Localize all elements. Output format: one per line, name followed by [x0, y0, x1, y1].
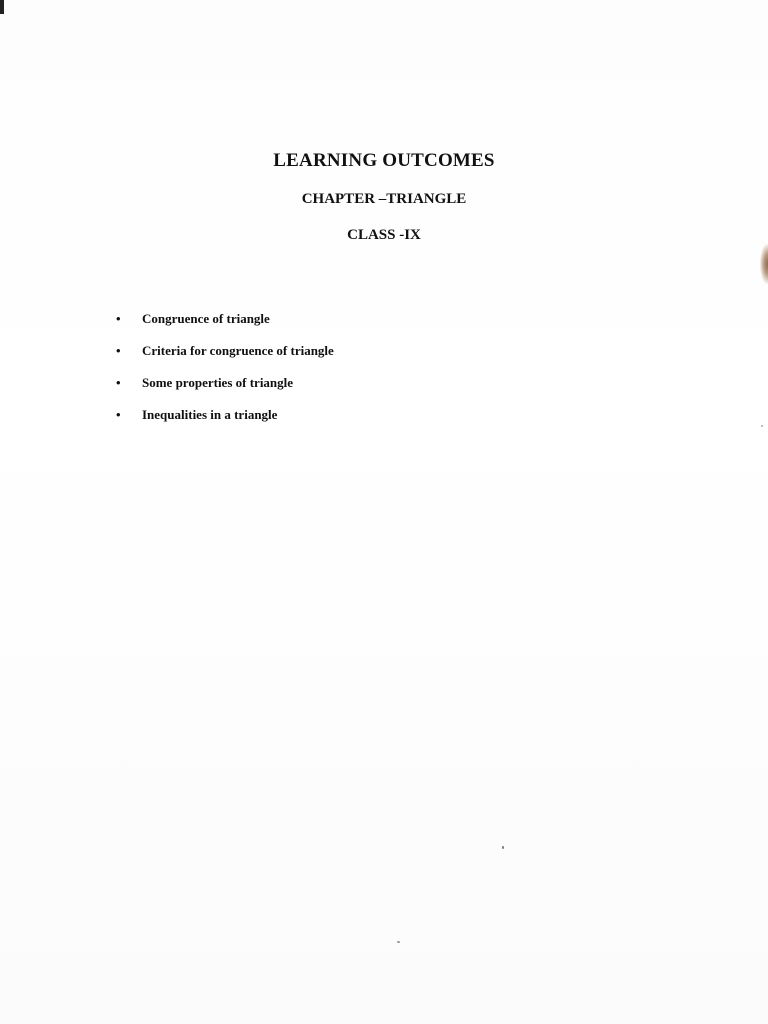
- list-item: [116, 310, 334, 342]
- list-item: [116, 374, 334, 406]
- page-title: LEARNING OUTCOMES: [273, 150, 495, 171]
- class-heading: CLASS -IX: [347, 227, 421, 243]
- bullet-icon: •: [116, 375, 121, 390]
- bullet-icon: •: [116, 407, 121, 422]
- outcome-text: Inequalities in a triangle: [142, 407, 278, 422]
- list-item: [116, 342, 334, 374]
- outcome-text: Some properties of triangle: [142, 375, 294, 390]
- chapter-heading: CHAPTER –TRIANGLE: [301, 191, 467, 207]
- scan-artifact-edge-stain: [760, 244, 768, 284]
- list-item: [116, 406, 334, 438]
- bullet-icon: •: [116, 343, 121, 358]
- outcome-text: Congruence of triangle: [142, 311, 270, 326]
- scan-artifact-speck: [502, 846, 504, 849]
- scan-artifact-corner: [0, 0, 4, 14]
- scan-artifact-speck: [761, 425, 763, 427]
- learning-outcomes-list: [116, 310, 334, 438]
- bullet-icon: •: [116, 311, 121, 326]
- outcome-text: Criteria for congruence of triangle: [142, 343, 334, 358]
- scan-artifact-speck: [397, 941, 400, 943]
